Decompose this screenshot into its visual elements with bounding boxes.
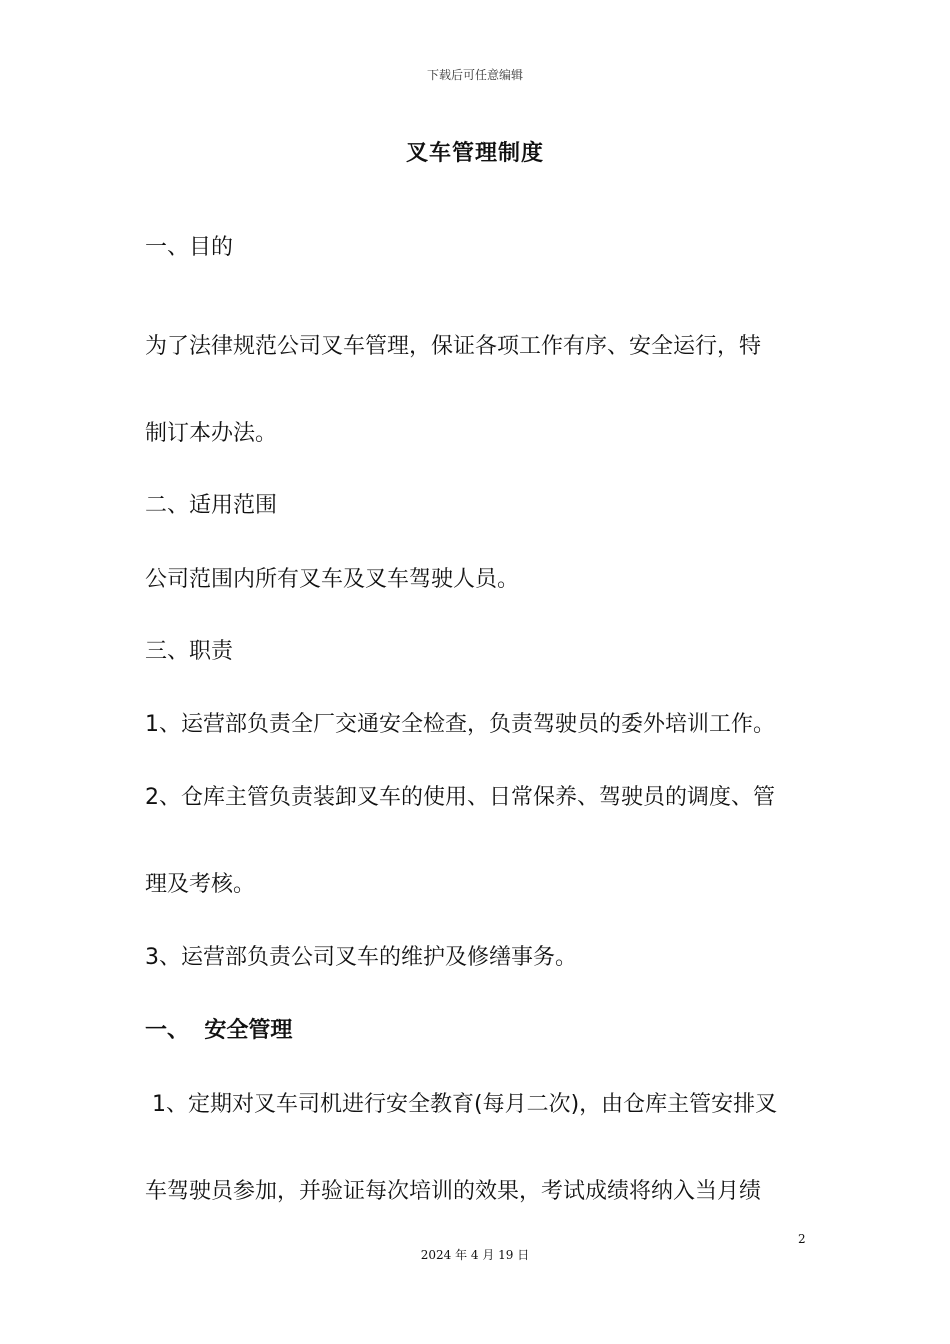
page-number: 2 — [798, 1232, 806, 1246]
page-header: 下载后可任意编辑 — [426, 68, 523, 82]
paragraph-line: 制订本办法。 — [145, 421, 278, 446]
footer-date: 2024 年 4 月 19 日 — [420, 1248, 530, 1262]
paragraph-line: 3、运营部负责公司叉车的维护及修缮事务。 — [145, 945, 577, 970]
paragraph-line: 车驾驶员参加，并验证每次培训的效果，考试成绩将纳入当月绩 — [145, 1179, 762, 1204]
document-title: 叉车管理制度 — [405, 141, 544, 166]
paragraph-line: 2、仓库主管负责装卸叉车的使用、日常保养、驾驶员的调度、管 — [145, 785, 775, 810]
section-heading-purpose: 一、目的 — [145, 235, 234, 260]
paragraph-line: 公司范围内所有叉车及叉车驾驶人员。 — [145, 567, 520, 592]
paragraph-line: 1、定期对叉车司机进行安全教育(每月二次)，由仓库主管安排叉 — [145, 1092, 778, 1117]
paragraph-line: 为了法律规范公司叉车管理，保证各项工作有序、安全运行，特 — [145, 334, 762, 359]
paragraph-line: 1、运营部负责全厂交通安全检查，负责驾驶员的委外培训工作。 — [145, 712, 775, 737]
section-heading-scope: 二、适用范围 — [145, 493, 278, 518]
paragraph-line: 理及考核。 — [145, 872, 256, 897]
section-heading-duties: 三、职责 — [145, 639, 234, 664]
section-heading-safety: 一、 安全管理 — [145, 1018, 293, 1043]
